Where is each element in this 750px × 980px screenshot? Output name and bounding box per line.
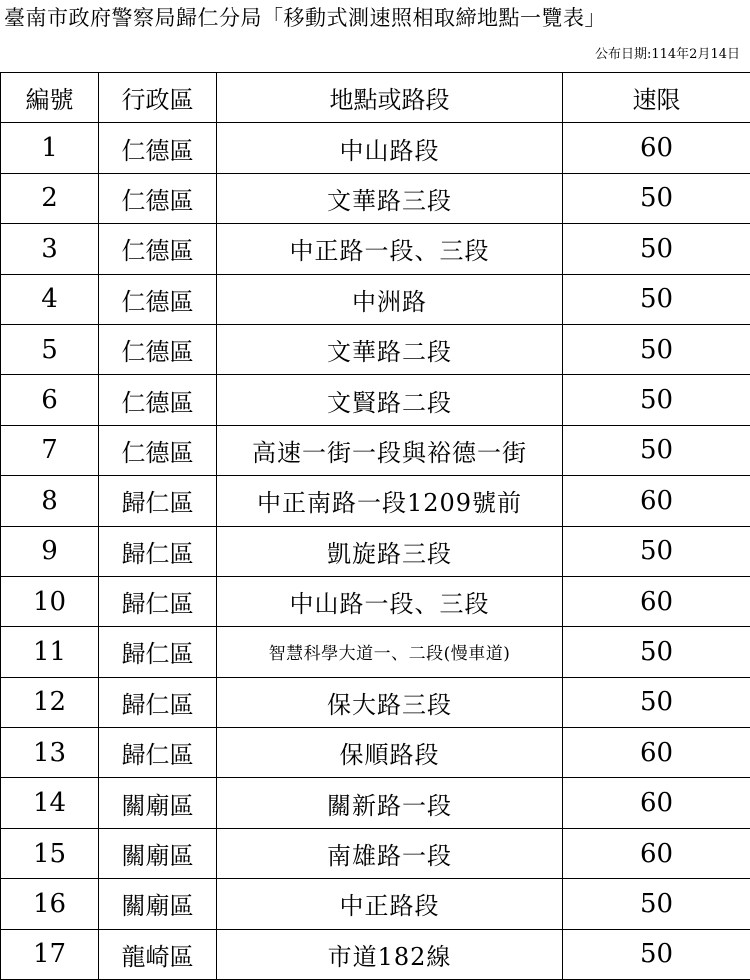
row-location: 中山路一段、三段 <box>217 576 563 626</box>
row-speed-limit: 50 <box>563 274 750 324</box>
table-row <box>1 929 750 979</box>
row-number: 5 <box>1 324 99 374</box>
row-speed-limit: 50 <box>563 929 750 979</box>
row-district: 仁德區 <box>99 123 217 173</box>
table-row <box>1 677 750 727</box>
table-row <box>1 123 750 173</box>
row-district: 歸仁區 <box>99 576 217 626</box>
row-speed-limit: 50 <box>563 173 750 223</box>
row-speed-limit: 50 <box>563 224 750 274</box>
table-row <box>1 476 750 526</box>
row-number: 12 <box>1 677 99 727</box>
table-row <box>1 828 750 878</box>
row-district: 歸仁區 <box>99 728 217 778</box>
table-row <box>1 879 750 929</box>
row-speed-limit: 50 <box>563 627 750 677</box>
row-number: 10 <box>1 576 99 626</box>
table-row <box>1 526 750 576</box>
row-district: 關廟區 <box>99 778 217 828</box>
row-district: 歸仁區 <box>99 526 217 576</box>
column-header-district: 行政區 <box>99 73 217 123</box>
table-row <box>1 173 750 223</box>
column-header-number: 編號 <box>1 73 99 123</box>
row-speed-limit: 50 <box>563 425 750 475</box>
row-speed-limit: 60 <box>563 123 750 173</box>
row-number: 2 <box>1 173 99 223</box>
row-district: 仁德區 <box>99 324 217 374</box>
row-location: 文華路二段 <box>217 324 563 374</box>
row-number: 17 <box>1 929 99 979</box>
row-location: 中正路段 <box>217 879 563 929</box>
row-speed-limit: 60 <box>563 778 750 828</box>
table-row <box>1 224 750 274</box>
table-row <box>1 274 750 324</box>
row-number: 15 <box>1 828 99 878</box>
table-header <box>1 73 750 123</box>
row-speed-limit: 50 <box>563 375 750 425</box>
row-location: 保大路三段 <box>217 677 563 727</box>
row-district: 仁德區 <box>99 274 217 324</box>
table-row <box>1 778 750 828</box>
row-district: 歸仁區 <box>99 677 217 727</box>
row-number: 14 <box>1 778 99 828</box>
document-title: 臺南市政府警察局歸仁分局「移動式測速照相取締地點一覽表」 <box>4 6 606 30</box>
row-location: 智慧科學大道一、二段(慢車道) <box>217 627 563 677</box>
row-district: 仁德區 <box>99 224 217 274</box>
row-speed-limit: 50 <box>563 677 750 727</box>
row-speed-limit: 60 <box>563 576 750 626</box>
row-number: 13 <box>1 728 99 778</box>
row-speed-limit: 50 <box>563 324 750 374</box>
table-row <box>1 627 750 677</box>
row-district: 龍崎區 <box>99 929 217 979</box>
row-district: 歸仁區 <box>99 476 217 526</box>
row-location: 中洲路 <box>217 274 563 324</box>
row-location: 文華路三段 <box>217 173 563 223</box>
row-location: 市道182線 <box>217 929 563 979</box>
row-location: 凱旋路三段 <box>217 526 563 576</box>
row-number: 4 <box>1 274 99 324</box>
row-number: 16 <box>1 879 99 929</box>
row-location: 中正南路一段1209號前 <box>217 476 563 526</box>
table-row <box>1 425 750 475</box>
table-row <box>1 728 750 778</box>
row-district: 關廟區 <box>99 828 217 878</box>
row-location: 文賢路二段 <box>217 375 563 425</box>
table-body <box>1 123 750 980</box>
table-row <box>1 576 750 626</box>
row-district: 關廟區 <box>99 879 217 929</box>
column-header-location: 地點或路段 <box>217 73 563 123</box>
row-location: 中山路段 <box>217 123 563 173</box>
row-number: 11 <box>1 627 99 677</box>
row-location: 南雄路一段 <box>217 828 563 878</box>
row-location: 關新路一段 <box>217 778 563 828</box>
row-speed-limit: 60 <box>563 728 750 778</box>
row-district: 歸仁區 <box>99 627 217 677</box>
row-number: 6 <box>1 375 99 425</box>
row-location: 中正路一段、三段 <box>217 224 563 274</box>
row-speed-limit: 50 <box>563 526 750 576</box>
row-number: 8 <box>1 476 99 526</box>
row-district: 仁德區 <box>99 173 217 223</box>
row-speed-limit: 50 <box>563 879 750 929</box>
row-number: 9 <box>1 526 99 576</box>
row-number: 3 <box>1 224 99 274</box>
table-row <box>1 375 750 425</box>
speed-camera-table <box>0 72 750 980</box>
row-number: 7 <box>1 425 99 475</box>
row-speed-limit: 60 <box>563 476 750 526</box>
row-speed-limit: 60 <box>563 828 750 878</box>
publish-date: 公布日期:114年2月14日 <box>594 47 740 62</box>
header-row <box>1 73 750 123</box>
row-location: 高速一街一段與裕德一街 <box>217 425 563 475</box>
column-header-speed-limit: 速限 <box>563 73 750 123</box>
row-number: 1 <box>1 123 99 173</box>
table-row <box>1 324 750 374</box>
row-location: 保順路段 <box>217 728 563 778</box>
row-district: 仁德區 <box>99 425 217 475</box>
row-district: 仁德區 <box>99 375 217 425</box>
